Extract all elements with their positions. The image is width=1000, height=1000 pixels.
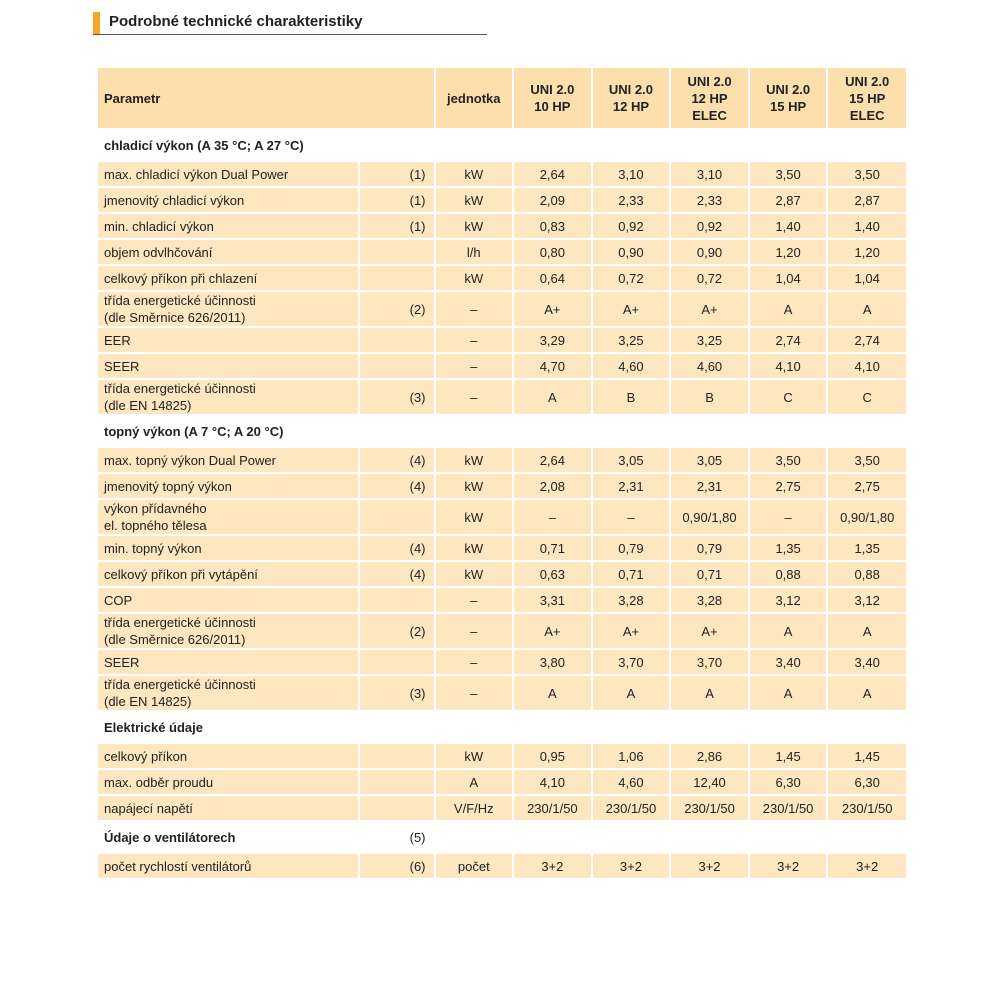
section-note: (5) <box>360 822 434 852</box>
section-title: Údaje o ventilátorech <box>98 822 358 852</box>
row-label-line: celkový příkon při vytápění <box>104 566 258 582</box>
row-value: 1,45 <box>828 744 906 768</box>
table-row <box>98 744 906 768</box>
section-spacer <box>436 416 907 446</box>
section-spacer <box>436 130 907 160</box>
row-value: 0,83 <box>514 214 591 238</box>
row-value: 3,28 <box>593 588 670 612</box>
page-title: Podrobné technické charakteristiky <box>109 13 363 30</box>
row-value: 0,92 <box>671 214 748 238</box>
row-value: 4,10 <box>514 770 591 794</box>
header-param: Parametr <box>98 68 434 128</box>
row-unit: kW <box>436 536 513 560</box>
row-label <box>98 448 358 472</box>
heading-accent-bar <box>93 12 100 34</box>
row-unit: kW <box>436 448 513 472</box>
section-note <box>360 130 434 160</box>
row-label <box>98 650 358 674</box>
row-label <box>98 796 358 820</box>
row-unit: kW <box>436 500 513 534</box>
row-unit: kW <box>436 214 513 238</box>
row-unit: – <box>436 650 513 674</box>
row-value: 3,70 <box>593 650 670 674</box>
section-title: chladicí výkon (A 35 °C; A 27 °C) <box>98 130 358 160</box>
table-row <box>98 240 906 264</box>
row-unit: – <box>436 354 513 378</box>
row-label-line: (dle Směrnice 626/2011) <box>104 310 246 325</box>
row-value: A <box>593 676 670 710</box>
row-value: 0,71 <box>593 562 670 586</box>
row-value: A+ <box>593 292 670 326</box>
table-row <box>98 500 906 534</box>
row-unit: V/F/Hz <box>436 796 513 820</box>
header-model: UNI 2.0 15 HP <box>750 68 827 128</box>
row-unit: kW <box>436 744 513 768</box>
row-unit: kW <box>436 562 513 586</box>
row-value: – <box>750 500 827 534</box>
row-value: 3,40 <box>750 650 827 674</box>
row-label-line: objem odvlhčování <box>104 244 213 260</box>
row-value: 2,75 <box>828 474 906 498</box>
table-row <box>98 188 906 212</box>
row-value: A+ <box>514 292 591 326</box>
row-value: 3,50 <box>828 162 906 186</box>
row-label <box>98 588 358 612</box>
row-value: 4,10 <box>828 354 906 378</box>
row-value: 4,60 <box>593 770 670 794</box>
row-value: 0,80 <box>514 240 591 264</box>
row-value: 2,86 <box>671 744 748 768</box>
row-value: 3+2 <box>514 854 591 878</box>
row-note: (1) <box>360 162 434 186</box>
row-value: 2,64 <box>514 162 591 186</box>
row-unit: A <box>436 770 513 794</box>
section-header-row <box>98 130 906 160</box>
row-label-line: max. chladicí výkon Dual Power <box>104 166 289 182</box>
row-value: 2,31 <box>593 474 670 498</box>
row-value: 2,31 <box>671 474 748 498</box>
row-value: 2,87 <box>828 188 906 212</box>
row-value: 3,29 <box>514 328 591 352</box>
section-spacer <box>436 712 907 742</box>
row-value: 4,60 <box>671 354 748 378</box>
row-value: 3,50 <box>750 162 827 186</box>
row-value: 0,90 <box>593 240 670 264</box>
row-value: 3,05 <box>593 448 670 472</box>
row-value: 1,20 <box>750 240 827 264</box>
table-row <box>98 676 906 710</box>
table-row <box>98 162 906 186</box>
row-label-line: SEER <box>104 654 140 670</box>
row-value: 230/1/50 <box>514 796 591 820</box>
row-note <box>360 650 434 674</box>
row-value: 1,06 <box>593 744 670 768</box>
row-value: 1,40 <box>750 214 827 238</box>
row-label <box>98 214 358 238</box>
section-header-row <box>98 416 906 446</box>
row-label-line: třída energetické účinnosti <box>104 615 256 630</box>
row-value: 4,10 <box>750 354 827 378</box>
row-value: 230/1/50 <box>828 796 906 820</box>
section-title: topný výkon (A 7 °C; A 20 °C) <box>98 416 358 446</box>
header-model: UNI 2.0 15 HP ELEC <box>828 68 906 128</box>
row-value: 0,72 <box>671 266 748 290</box>
row-label-line: (dle EN 14825) <box>104 398 192 413</box>
table-row <box>98 614 906 648</box>
row-label <box>98 240 358 264</box>
row-value: A+ <box>514 614 591 648</box>
row-label-line: jmenovitý chladicí výkon <box>104 192 245 208</box>
row-label-line: (dle Směrnice 626/2011) <box>104 632 246 647</box>
row-value: A <box>514 676 591 710</box>
page-heading <box>93 8 487 35</box>
row-value: 1,35 <box>750 536 827 560</box>
table-header-row <box>98 68 906 128</box>
row-value: 4,60 <box>593 354 670 378</box>
row-label <box>98 536 358 560</box>
row-value: 1,20 <box>828 240 906 264</box>
table-row <box>98 214 906 238</box>
row-unit: kW <box>436 266 513 290</box>
row-value: 0,90/1,80 <box>671 500 748 534</box>
row-value: 12,40 <box>671 770 748 794</box>
row-label <box>98 292 358 326</box>
row-note: (4) <box>360 562 434 586</box>
row-value: 3,05 <box>671 448 748 472</box>
row-unit: l/h <box>436 240 513 264</box>
row-value: 230/1/50 <box>593 796 670 820</box>
row-value: 2,33 <box>671 188 748 212</box>
section-header-row <box>98 712 906 742</box>
row-unit: – <box>436 676 513 710</box>
row-value: A <box>514 380 591 414</box>
row-note: (2) <box>360 614 434 648</box>
row-note <box>360 770 434 794</box>
row-label <box>98 354 358 378</box>
row-unit: – <box>436 588 513 612</box>
row-value: 3,12 <box>750 588 827 612</box>
row-label <box>98 328 358 352</box>
row-value: 2,75 <box>750 474 827 498</box>
row-value: A <box>671 676 748 710</box>
row-value: 1,45 <box>750 744 827 768</box>
row-value: 4,70 <box>514 354 591 378</box>
table-row <box>98 354 906 378</box>
row-unit: – <box>436 380 513 414</box>
row-label <box>98 770 358 794</box>
table-row <box>98 380 906 414</box>
row-label-line: EER <box>104 332 131 348</box>
row-value: 6,30 <box>750 770 827 794</box>
row-value: 3+2 <box>593 854 670 878</box>
row-label <box>98 188 358 212</box>
section-spacer <box>436 822 907 852</box>
row-label-line: napájecí napětí <box>104 800 193 816</box>
row-label-line: COP <box>104 592 133 608</box>
row-note: (3) <box>360 380 434 414</box>
row-value: 0,92 <box>593 214 670 238</box>
table-row <box>98 474 906 498</box>
row-value: 0,71 <box>514 536 591 560</box>
row-value: B <box>593 380 670 414</box>
row-label-line: min. chladicí výkon <box>104 218 214 234</box>
table-row <box>98 770 906 794</box>
row-label <box>98 614 358 648</box>
row-note: (6) <box>360 854 434 878</box>
row-value: 2,74 <box>828 328 906 352</box>
table-row <box>98 588 906 612</box>
row-value: A <box>828 614 906 648</box>
row-note: (4) <box>360 536 434 560</box>
row-value: A <box>750 614 827 648</box>
row-value: 0,90/1,80 <box>828 500 906 534</box>
row-label-line: počet rychlostí ventilátorů <box>104 858 252 874</box>
row-value: A+ <box>671 292 748 326</box>
row-label <box>98 562 358 586</box>
row-note <box>360 796 434 820</box>
row-value: 0,79 <box>671 536 748 560</box>
row-value: 1,04 <box>828 266 906 290</box>
row-value: C <box>828 380 906 414</box>
row-value: – <box>514 500 591 534</box>
row-note: (1) <box>360 214 434 238</box>
row-value: 2,09 <box>514 188 591 212</box>
row-label-line: max. odběr proudu <box>104 774 214 790</box>
header-model: UNI 2.0 10 HP <box>514 68 591 128</box>
row-value: 2,74 <box>750 328 827 352</box>
row-label <box>98 380 358 414</box>
row-value: B <box>671 380 748 414</box>
section-title: Elektrické údaje <box>98 712 358 742</box>
row-value: A <box>750 676 827 710</box>
row-value: 3,80 <box>514 650 591 674</box>
row-value: 2,87 <box>750 188 827 212</box>
header-unit: jednotka <box>436 68 513 128</box>
row-value: 0,88 <box>828 562 906 586</box>
row-label-line: celkový příkon při chlazení <box>104 270 258 286</box>
row-label <box>98 854 358 878</box>
row-value: 3,40 <box>828 650 906 674</box>
row-note: (4) <box>360 474 434 498</box>
row-value: A <box>828 292 906 326</box>
row-value: 2,33 <box>593 188 670 212</box>
row-value: A <box>828 676 906 710</box>
section-header-row <box>98 822 906 852</box>
row-note <box>360 240 434 264</box>
row-value: 3+2 <box>828 854 906 878</box>
row-value: A+ <box>671 614 748 648</box>
row-value: 230/1/50 <box>750 796 827 820</box>
table-row <box>98 650 906 674</box>
table-row <box>98 854 906 878</box>
row-value: A+ <box>593 614 670 648</box>
row-label <box>98 676 358 710</box>
row-label-line: max. topný výkon Dual Power <box>104 452 276 468</box>
row-value: 3,70 <box>671 650 748 674</box>
row-value: 230/1/50 <box>671 796 748 820</box>
table-row <box>98 796 906 820</box>
table-row <box>98 448 906 472</box>
row-value: C <box>750 380 827 414</box>
row-note: (2) <box>360 292 434 326</box>
row-value: 1,04 <box>750 266 827 290</box>
table-row <box>98 292 906 326</box>
row-value: 3,10 <box>671 162 748 186</box>
row-note <box>360 354 434 378</box>
row-label <box>98 162 358 186</box>
spec-table-body <box>98 130 906 878</box>
section-note <box>360 712 434 742</box>
row-unit: – <box>436 292 513 326</box>
row-label-line: celkový příkon <box>104 748 188 764</box>
row-unit: kW <box>436 474 513 498</box>
row-value: 0,88 <box>750 562 827 586</box>
row-unit: – <box>436 614 513 648</box>
row-value: 2,08 <box>514 474 591 498</box>
row-value: 3,50 <box>828 448 906 472</box>
row-label-line: min. topný výkon <box>104 540 202 556</box>
header-model: UNI 2.0 12 HP <box>593 68 670 128</box>
section-note <box>360 416 434 446</box>
row-note: (3) <box>360 676 434 710</box>
row-note <box>360 328 434 352</box>
header-model: UNI 2.0 12 HP ELEC <box>671 68 748 128</box>
row-note <box>360 588 434 612</box>
row-value: 3,10 <box>593 162 670 186</box>
row-label <box>98 744 358 768</box>
row-label <box>98 266 358 290</box>
row-value: 0,90 <box>671 240 748 264</box>
row-value: 6,30 <box>828 770 906 794</box>
row-label <box>98 500 358 534</box>
row-value: 3,25 <box>593 328 670 352</box>
table-row <box>98 328 906 352</box>
row-value: 0,64 <box>514 266 591 290</box>
row-value: 0,63 <box>514 562 591 586</box>
row-unit: kW <box>436 162 513 186</box>
row-label-line: třída energetické účinnosti <box>104 293 256 308</box>
row-label-line: jmenovitý topný výkon <box>104 478 232 494</box>
row-value: 0,95 <box>514 744 591 768</box>
row-value: 1,35 <box>828 536 906 560</box>
row-label-line: (dle EN 14825) <box>104 694 192 709</box>
row-label-line: třída energetické účinnosti <box>104 677 256 692</box>
row-label-line: třída energetické účinnosti <box>104 381 256 396</box>
row-note: (4) <box>360 448 434 472</box>
row-value: 3+2 <box>750 854 827 878</box>
spec-table <box>96 66 908 880</box>
row-label-line: výkon přídavného <box>104 501 207 516</box>
row-value: 0,71 <box>671 562 748 586</box>
row-value: 3,28 <box>671 588 748 612</box>
row-value: A <box>750 292 827 326</box>
table-row <box>98 266 906 290</box>
row-value: 2,64 <box>514 448 591 472</box>
row-unit: kW <box>436 188 513 212</box>
row-note <box>360 500 434 534</box>
row-label <box>98 474 358 498</box>
row-value: 1,40 <box>828 214 906 238</box>
row-value: 3+2 <box>671 854 748 878</box>
row-value: 0,72 <box>593 266 670 290</box>
table-row <box>98 536 906 560</box>
row-unit: – <box>436 328 513 352</box>
row-value: 3,31 <box>514 588 591 612</box>
row-value: 3,12 <box>828 588 906 612</box>
row-value: 0,79 <box>593 536 670 560</box>
row-value: 3,50 <box>750 448 827 472</box>
row-note <box>360 266 434 290</box>
row-note <box>360 744 434 768</box>
row-note: (1) <box>360 188 434 212</box>
row-value: 3,25 <box>671 328 748 352</box>
row-label-line: el. topného tělesa <box>104 518 207 533</box>
row-label-line: SEER <box>104 358 140 374</box>
table-row <box>98 562 906 586</box>
row-value: – <box>593 500 670 534</box>
row-unit: počet <box>436 854 513 878</box>
